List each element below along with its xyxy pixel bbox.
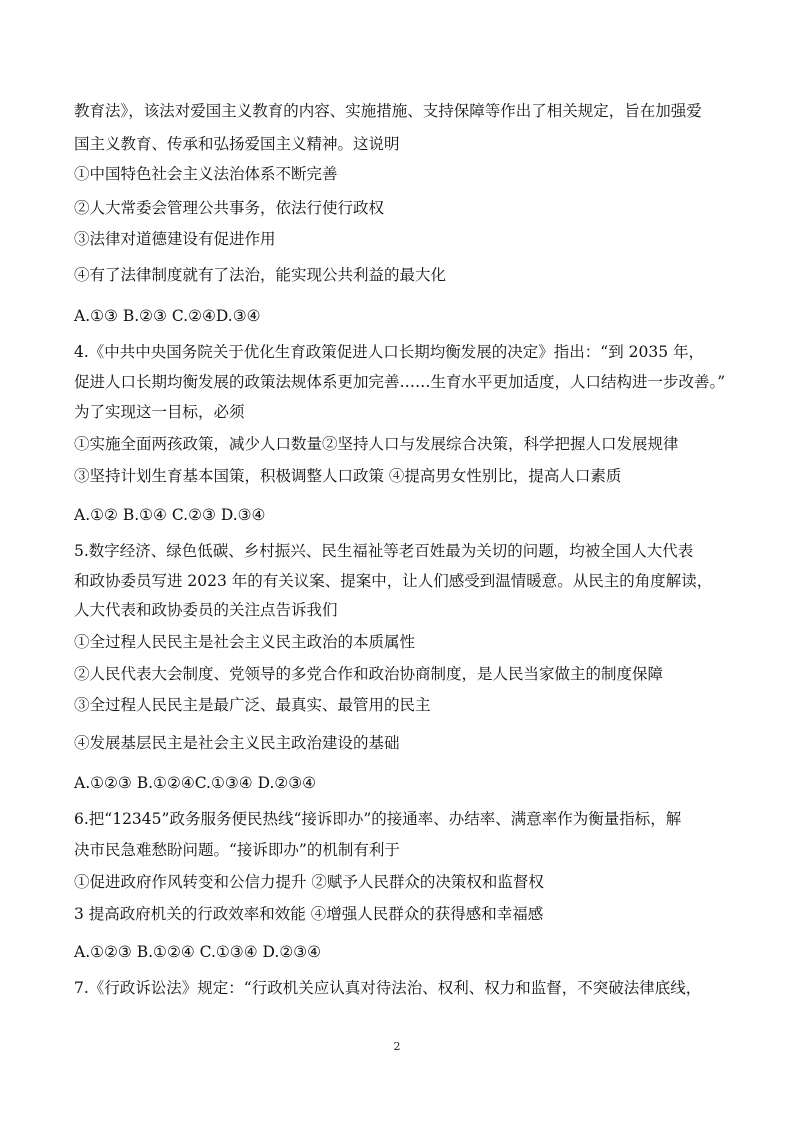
option-line: ①中国特色社会主义法治体系不断完善	[74, 165, 338, 183]
page-number: 2	[393, 1040, 401, 1053]
question-4-stem: 4.《中共中央国务院关于优化生育政策促进人口长期均衡发展的决定》指出：“到 2035 年，	[74, 343, 705, 361]
option-line: ②人民代表大会制度、党领导的多党合作和政治协商制度，是人民当家做主的制度保障	[74, 665, 664, 683]
answer-choices: A.①② B.①④ C.②③ D.③④	[74, 506, 266, 524]
option-line: ②人大常委会管理公共事务，依法行使行政权	[74, 199, 385, 217]
option-line: ④发展基层民主是社会主义民主政治建设的基础	[74, 734, 400, 752]
option-line: ①实施全面两孩政策，减少人口数量②坚持人口与发展综合决策，科学把握人口发展规律	[74, 435, 679, 453]
question-6-stem: 6.把“12345”政务服务便民热线“接诉即办”的接通率、办结率、满意率作为衡量指标，解	[74, 810, 682, 828]
text-line: 决市民急难愁盼问题。“接诉即办”的机制有利于	[74, 841, 400, 859]
option-line: 3 提高政府机关的行政效率和效能 ④增强人民群众的获得感和幸福感	[74, 905, 544, 923]
text-line: 和政协委员写进 2023 年的有关议案、提案中，让人们感受到温情暖意。从民主的角度解读，	[74, 572, 713, 590]
question-5-stem: 5.数字经济、绿色低碳、乡村振兴、民生福祉等老百姓最为关切的问题，均被全国人大代表	[74, 542, 694, 560]
text-line: 促进人口长期均衡发展的政策法规体系更加完善……生育水平更加适度，人口结构进一步改善。”	[74, 373, 726, 391]
question-7-stem: 7.《行政诉讼法》规定：“行政机关应认真对待法治、权利、权力和监督，不突破法律底线，	[74, 979, 702, 997]
option-line: ③全过程人民民主是最广泛、最真实、最管用的民主	[74, 696, 431, 714]
text-line: 为了实现这一目标，必须	[74, 403, 245, 421]
option-line: ①全过程人民民主是社会主义民主政治的本质属性	[74, 633, 416, 651]
answer-choices: A.①③ B.②③ C.②④D.③④	[74, 307, 261, 325]
answer-choices: A.①②③ B.①②④C.①③④ D.②③④	[74, 774, 317, 792]
answer-choices: A.①②③ B.①②④ C.①③④ D.②③④	[74, 943, 322, 961]
option-line: ①促进政府作风转变和公信力提升 ②赋予人民群众的决策权和监督权	[74, 873, 544, 891]
option-line: ③法律对道德建设有促进作用	[74, 230, 276, 248]
text-line: 国主义教育、传承和弘扬爱国主义精神。这说明	[74, 135, 400, 153]
text-line: 人大代表和政协委员的关注点告诉我们	[74, 601, 338, 619]
text-line: 教育法》，该法对爱国主义教育的内容、实施措施、支持保障等作出了相关规定，旨在加强爱	[74, 102, 702, 120]
option-line: ④有了法律制度就有了法治，能实现公共利益的最大化	[74, 266, 447, 284]
option-line: ③坚持计划生育基本国策，积极调整人口政策 ④提高男女性别比，提高人口素质	[74, 467, 622, 485]
